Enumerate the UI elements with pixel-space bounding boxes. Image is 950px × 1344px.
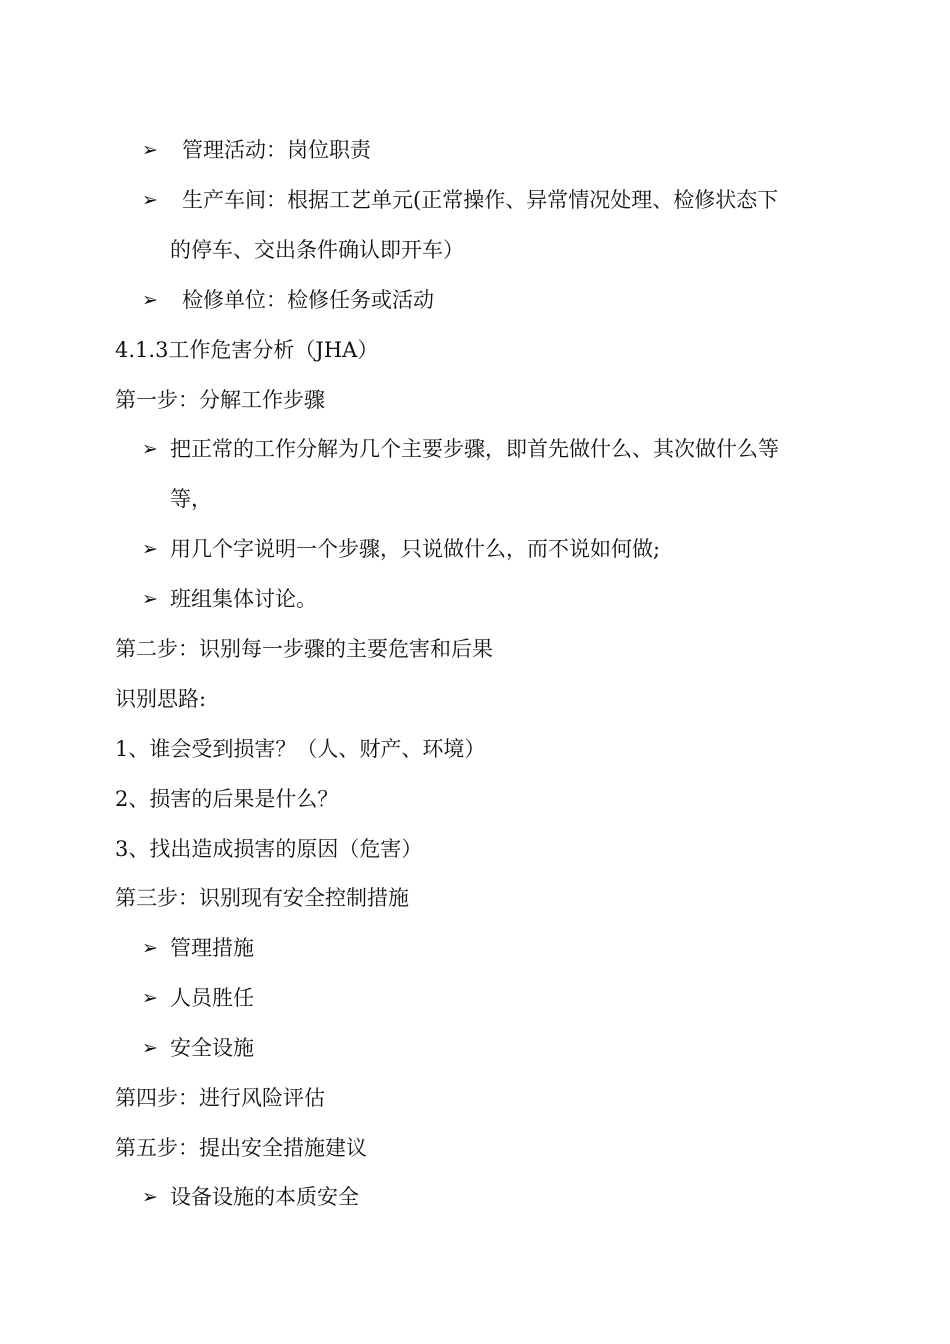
step-three-heading: 第三步：识别现有安全控制措施 — [115, 886, 409, 910]
bullet-arrow-icon: ➢ — [142, 1037, 158, 1059]
bullet-arrow-icon: ➢ — [142, 289, 158, 311]
bullet-arrow-icon: ➢ — [142, 189, 158, 211]
bullet-management-activity: 管理活动：岗位职责 — [182, 138, 371, 162]
step-four-heading: 第四步：进行风险评估 — [115, 1086, 325, 1110]
step-two-heading: 第二步：识别每一步骤的主要危害和后果 — [115, 637, 493, 661]
bullet-production-workshop: 生产车间：根据工艺单元(正常操作、异常情况处理、检修状态下 — [182, 188, 779, 212]
bullet-maintenance-unit: 检修单位：检修任务或活动 — [182, 288, 434, 312]
step-one-heading: 第一步：分解工作步骤 — [115, 388, 325, 412]
section-heading-jha: 4.1.3工作危害分析（JHA） — [115, 338, 379, 362]
approach-item-3: 3、找出造成损害的原因（危害） — [115, 837, 423, 861]
bullet-arrow-icon: ➢ — [142, 937, 158, 959]
bullet-intrinsic-safety: 设备设施的本质安全 — [170, 1185, 359, 1209]
bullet-arrow-icon: ➢ — [142, 438, 158, 460]
bullet-arrow-icon: ➢ — [142, 139, 158, 161]
bullet-team-discussion: 班组集体讨论。 — [170, 587, 317, 611]
bullet-decompose-steps: 把正常的工作分解为几个主要步骤，即首先做什么、其次做什么等 — [170, 437, 779, 461]
step-five-heading: 第五步：提出安全措施建议 — [115, 1136, 367, 1160]
approach-item-2: 2、损害的后果是什么？ — [115, 787, 339, 811]
bullet-continuation: 的停车、交出条件确认即开车） — [170, 238, 464, 262]
bullet-safety-facilities: 安全设施 — [170, 1036, 254, 1060]
bullet-describe-step: 用几个字说明一个步骤，只说做什么，而不说如何做; — [170, 537, 661, 561]
bullet-personnel-competence: 人员胜任 — [170, 986, 254, 1010]
bullet-arrow-icon: ➢ — [142, 987, 158, 1009]
bullet-arrow-icon: ➢ — [142, 1186, 158, 1208]
identify-approach-label: 识别思路: — [115, 687, 207, 711]
bullet-management-measures: 管理措施 — [170, 936, 254, 960]
bullet-continuation: 等， — [170, 487, 212, 511]
approach-item-1: 1、谁会受到损害？（人、财产、环境） — [115, 737, 486, 761]
bullet-arrow-icon: ➢ — [142, 538, 158, 560]
bullet-arrow-icon: ➢ — [142, 588, 158, 610]
